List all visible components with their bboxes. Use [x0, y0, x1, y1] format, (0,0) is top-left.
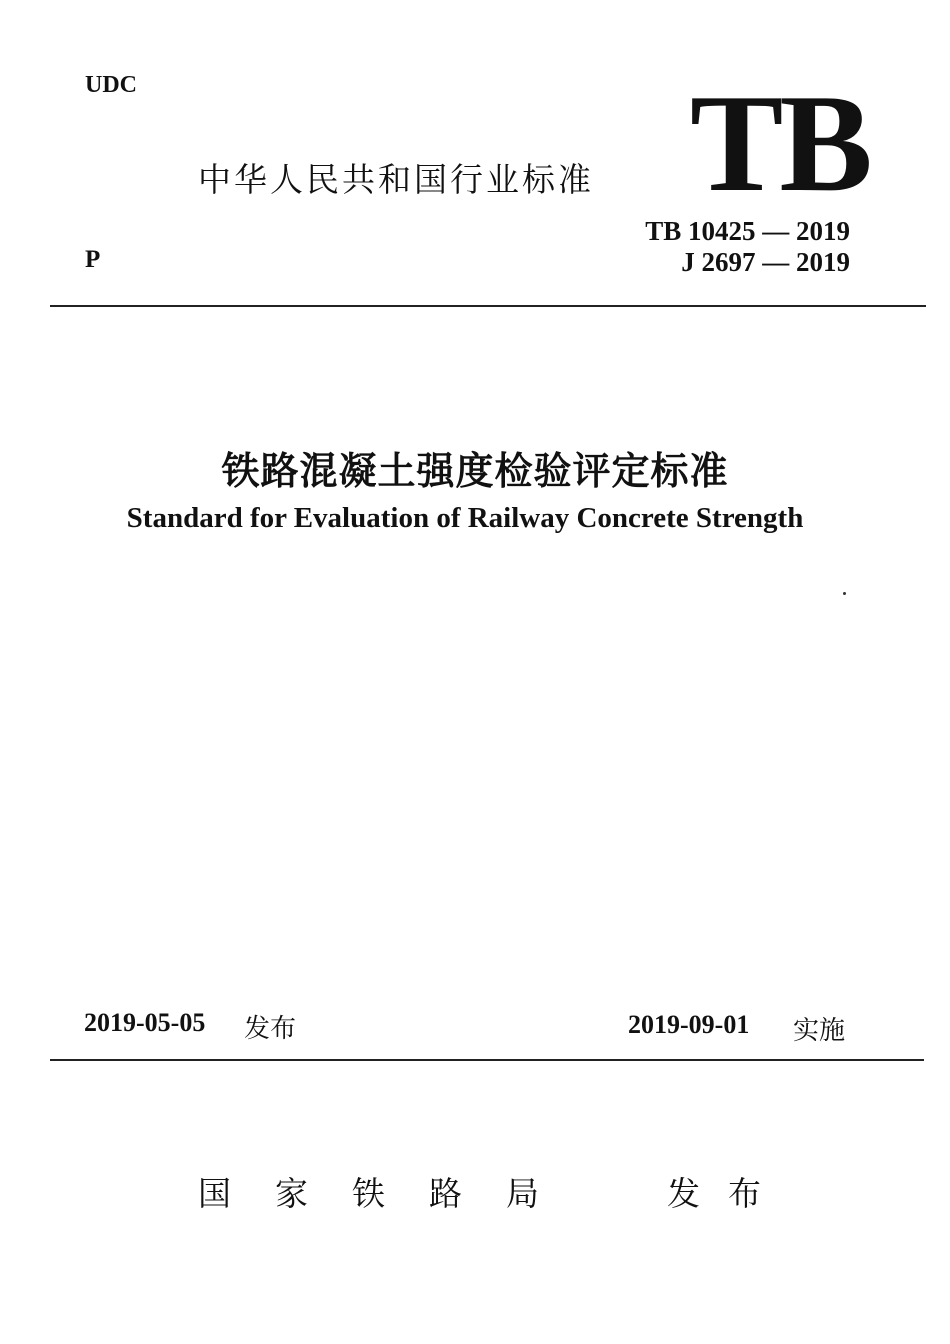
- effective-date: 2019-09-01: [628, 1010, 750, 1039]
- issue-label: 发布: [244, 1014, 297, 1044]
- udc-label: UDC: [85, 72, 137, 98]
- standard-number: TB 10425 — 2019: [645, 216, 850, 246]
- classification-code: P: [85, 246, 101, 273]
- top-divider: [50, 305, 926, 307]
- industry-standard-heading: 中华人民共和国行业标准: [198, 160, 594, 199]
- title-chinese: 铁路混凝土强度检验评定标准: [221, 449, 729, 493]
- record-number: J 2697 — 2019: [681, 247, 850, 277]
- standard-numbers: [645, 216, 850, 278]
- publish-label: 发布: [667, 1174, 789, 1213]
- title-english: Standard for Evaluation of Railway Concrete Strength: [126, 502, 804, 534]
- speck-mark: [843, 592, 846, 595]
- tb-logo: TB: [690, 66, 869, 221]
- publisher-name: 国家铁路局: [198, 1174, 583, 1213]
- bottom-divider: [50, 1059, 924, 1061]
- effective-label: 实施: [793, 1016, 846, 1046]
- issue-date: 2019-05-05: [84, 1008, 206, 1037]
